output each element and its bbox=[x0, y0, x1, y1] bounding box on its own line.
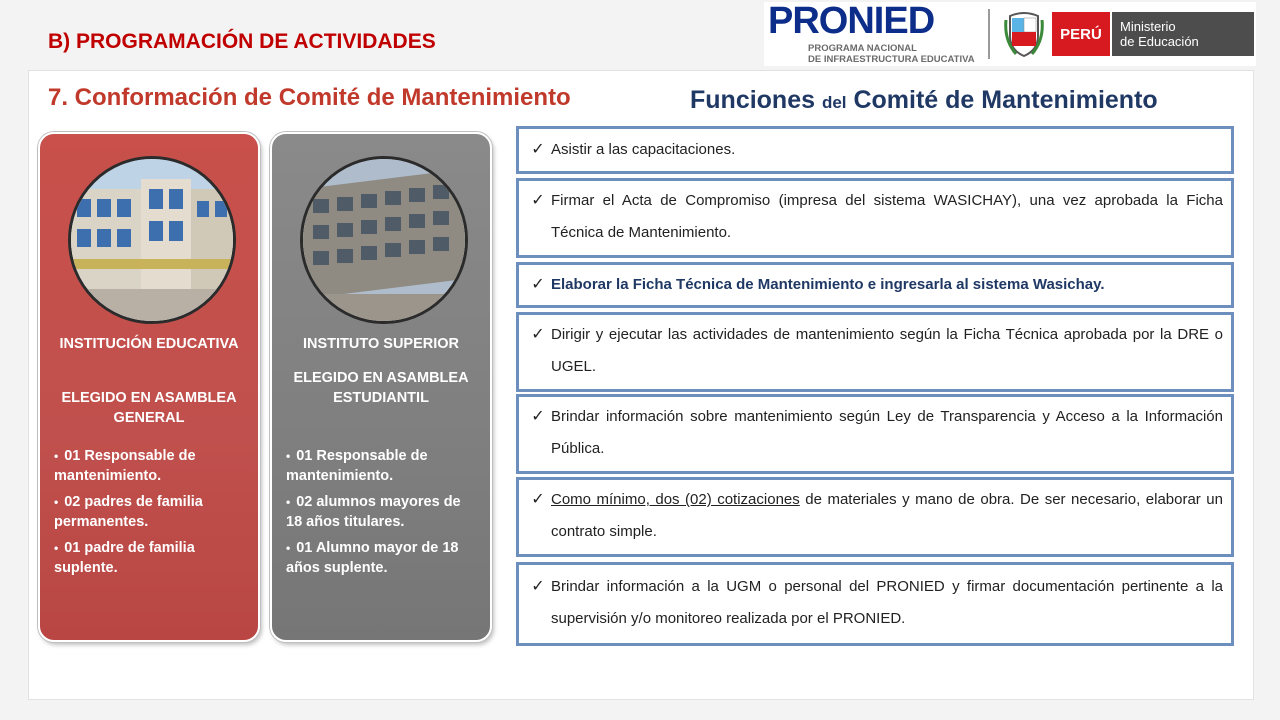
pronied-wordmark: PRONIED bbox=[768, 0, 935, 42]
check-icon: ✓ bbox=[531, 192, 545, 209]
list-item: • 02 alumnos mayores de 18 años titulares. bbox=[286, 494, 461, 530]
list-item: • 01 Alumno mayor de 18 años suplente. bbox=[286, 540, 459, 576]
function-item: ✓ Brindar información sobre mantenimiento según Ley de Transparencia y Acceso a la Información Pública. bbox=[516, 394, 1234, 474]
card-instituto-superior bbox=[270, 132, 492, 642]
check-icon: ✓ bbox=[531, 408, 545, 425]
check-icon: ✓ bbox=[531, 578, 545, 595]
pronied-tagline-2: DE INFRAESTRUCTURA EDUCATIVA bbox=[808, 54, 975, 65]
ministry-line-1: Ministerio bbox=[1120, 19, 1176, 34]
function-item: ✓ Dirigir y ejecutar las actividades de mantenimiento según la Ficha Técnica aprobada por la DRE o UGEL. bbox=[516, 312, 1234, 392]
function-item: ✓ Brindar información a la UGM o personal del PRONIED y firmar documentación pertinente a la supervisión y/o monitoreo realizada por el PRONIED. bbox=[516, 562, 1234, 646]
card-institucion-educativa bbox=[38, 132, 260, 642]
national-seal-icon bbox=[1002, 9, 1046, 59]
institute-building-photo bbox=[300, 156, 468, 324]
function-item: ✓ Como mínimo, dos (02) cotizaciones de materiales y mano de obra. De ser necesario, elaborar un contrato simple. bbox=[516, 477, 1234, 557]
check-icon: ✓ bbox=[531, 326, 545, 343]
peru-badge: PERÚ bbox=[1052, 12, 1110, 56]
card-heading: INSTITUCIÓN EDUCATIVA bbox=[59, 336, 239, 352]
check-icon: ✓ bbox=[531, 141, 545, 158]
function-item: ✓ Elaborar la Ficha Técnica de Mantenimiento e ingresarla al sistema Wasichay. bbox=[516, 262, 1234, 308]
list-item: • 02 padres de familia permanentes. bbox=[54, 494, 203, 530]
function-item: ✓ Asistir a las capacitaciones. bbox=[516, 126, 1234, 174]
page-subtitle: 7. Conformación de Comité de Mantenimiento bbox=[48, 84, 571, 111]
list-item: • 01 Responsable de mantenimiento. bbox=[286, 448, 428, 484]
school-building-photo bbox=[68, 156, 236, 324]
card-member-list bbox=[286, 446, 480, 584]
list-item: • 01 padre de familia suplente. bbox=[54, 540, 195, 576]
logo-divider bbox=[988, 9, 990, 59]
functions-heading: Funciones del Comité de Mantenimiento bbox=[690, 86, 1158, 114]
card-subheading: ELEGIDO EN ASAMBLEA ESTUDIANTIL bbox=[293, 370, 469, 406]
check-icon: ✓ bbox=[531, 491, 545, 508]
pronied-logo bbox=[768, 0, 976, 65]
list-item: • 01 Responsable de mantenimiento. bbox=[54, 448, 196, 484]
card-heading: INSTITUTO SUPERIOR bbox=[302, 336, 460, 352]
function-item: ✓ Firmar el Acta de Compromiso (impresa del sistema WASICHAY), una vez aprobada la Ficha Técnica de Mantenimiento. bbox=[516, 178, 1234, 258]
section-title: B) PROGRAMACIÓN DE ACTIVIDADES bbox=[48, 30, 436, 53]
pronied-tagline-1: PROGRAMA NACIONAL bbox=[808, 43, 917, 54]
card-member-list bbox=[54, 446, 248, 584]
logo-banner bbox=[764, 2, 1256, 66]
card-subheading: ELEGIDO EN ASAMBLEA GENERAL bbox=[61, 390, 237, 426]
check-icon: ✓ bbox=[531, 276, 545, 293]
ministry-badge bbox=[1112, 12, 1254, 56]
ministry-line-2: de Educación bbox=[1120, 34, 1199, 49]
